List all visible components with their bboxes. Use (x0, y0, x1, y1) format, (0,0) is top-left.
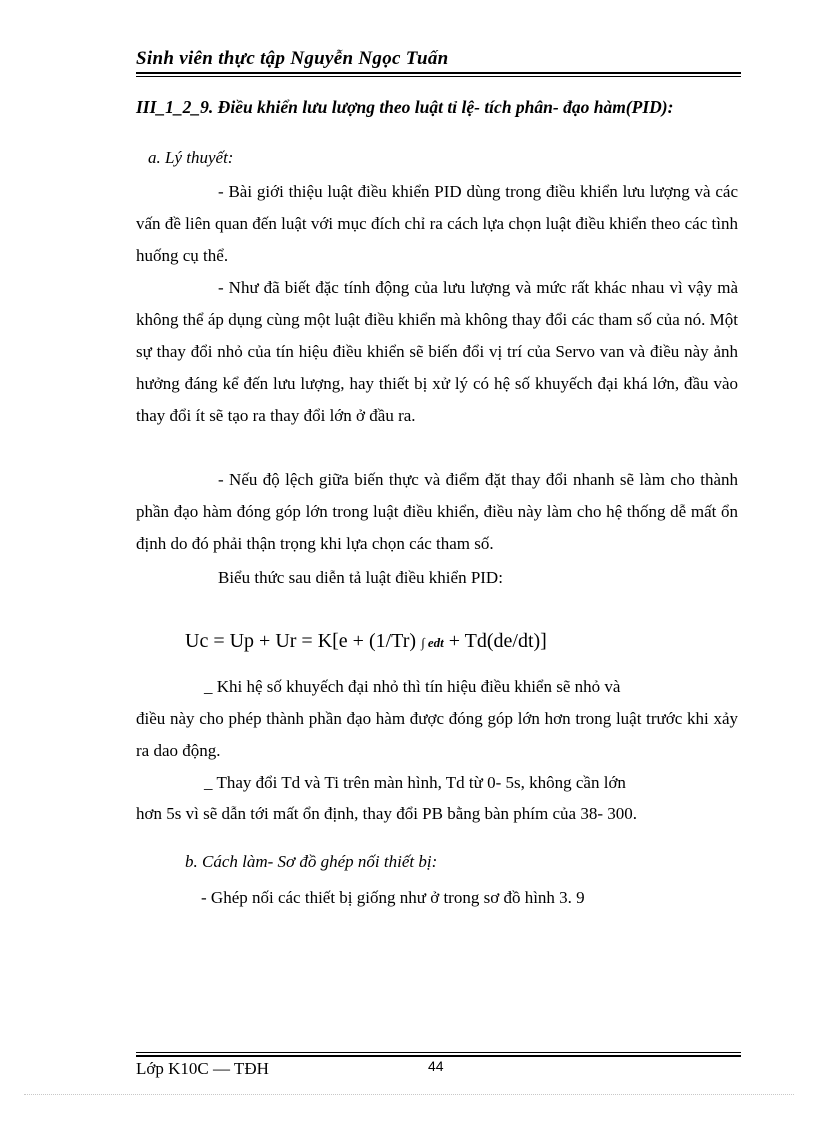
paragraph-5-second-line: hơn 5s vì sẽ dẫn tới mất ổn định, thay đổi PB bằng bàn phím của 38- 300. (136, 804, 638, 823)
footer-rule-thin (136, 1052, 741, 1053)
header-rule-thick (136, 72, 741, 74)
section-title: III_1_2_9. Điều khiển lưu lượng theo luật tỉ lệ- tích phân- đạo hàm(PID): (136, 97, 674, 117)
paragraph-3: - Nếu độ lệch giữa biến thực và điểm đặt thay đổi nhanh sẽ làm cho thành phần đạo hàm đóng góp lớn trong luật điều khiển, điều này làm cho hệ thống dễ mất ổn định do đó phải thận trọng khi lựa chọn các tham số. (136, 470, 738, 553)
page-header: Sinh viên thực tập Nguyễn Ngọc Tuấn (136, 48, 449, 69)
pid-formula (185, 630, 547, 653)
subheading-a: a. Lý thuyết: (148, 148, 234, 167)
paragraph-4-first-line: _ Khi hệ số khuyếch đại nhỏ thì tín hiệu điều khiển sẽ nhỏ và (204, 677, 621, 696)
subheading-b: b. Cách làm- Sơ đồ ghép nối thiết bị: (185, 852, 438, 871)
page-bottom-dotted-line (24, 1094, 794, 1095)
footer-rule-thick (136, 1055, 741, 1057)
formula-left: Uc = Up + Ur = K[e + (1/Tr) (185, 630, 417, 652)
part-b-line: - Ghép nối các thiết bị giống như ở trong sơ đồ hình 3. 9 (201, 888, 585, 907)
paragraph-1: - Bài giới thiệu luật điều khiển PID dùng trong điều khiển lưu lượng và các vấn đề liên quan đến luật với mục đích chỉ ra cách lựa chọn luật điều khiển theo các tình huống cụ thể. (136, 182, 738, 265)
paragraph-4-rest: điều này cho phép thành phần đạo hàm được đóng góp lớn hơn trong luật trước khi xảy ra dao động. (136, 709, 738, 760)
paragraph-2: - Như đã biết đặc tính động của lưu lượng và mức rất khác nhau vì vậy mà không thể áp dụng cùng một luật điều khiển mà không thay đổi các tham số của nó. Một sự thay đổi nhỏ của tín hiệu điều khiển sẽ biến đổi vị trí của Servo van và điều này ảnh hưởng đáng kể đến lưu lượng, hay thiết bị xử lý có hệ số khuyếch đại khá lớn, đầu vào thay đổi ít sẽ tạo ra thay đổi lớn ở đầu ra. (136, 278, 738, 425)
formula-right: + Td(de/dt)] (448, 630, 547, 652)
page-number: 44 (428, 1058, 444, 1074)
integral-term: ∫ edt (421, 635, 444, 650)
paragraph-5-first-line: _ Thay đổi Td và Ti trên màn hình, Td từ 0- 5s, không cần lớn (204, 773, 626, 792)
footer-class-label: Lớp K10C — TĐH (136, 1059, 269, 1078)
expression-intro: Biểu thức sau diễn tả luật điều khiển PID: (218, 568, 503, 587)
header-rule-thin (136, 76, 741, 77)
